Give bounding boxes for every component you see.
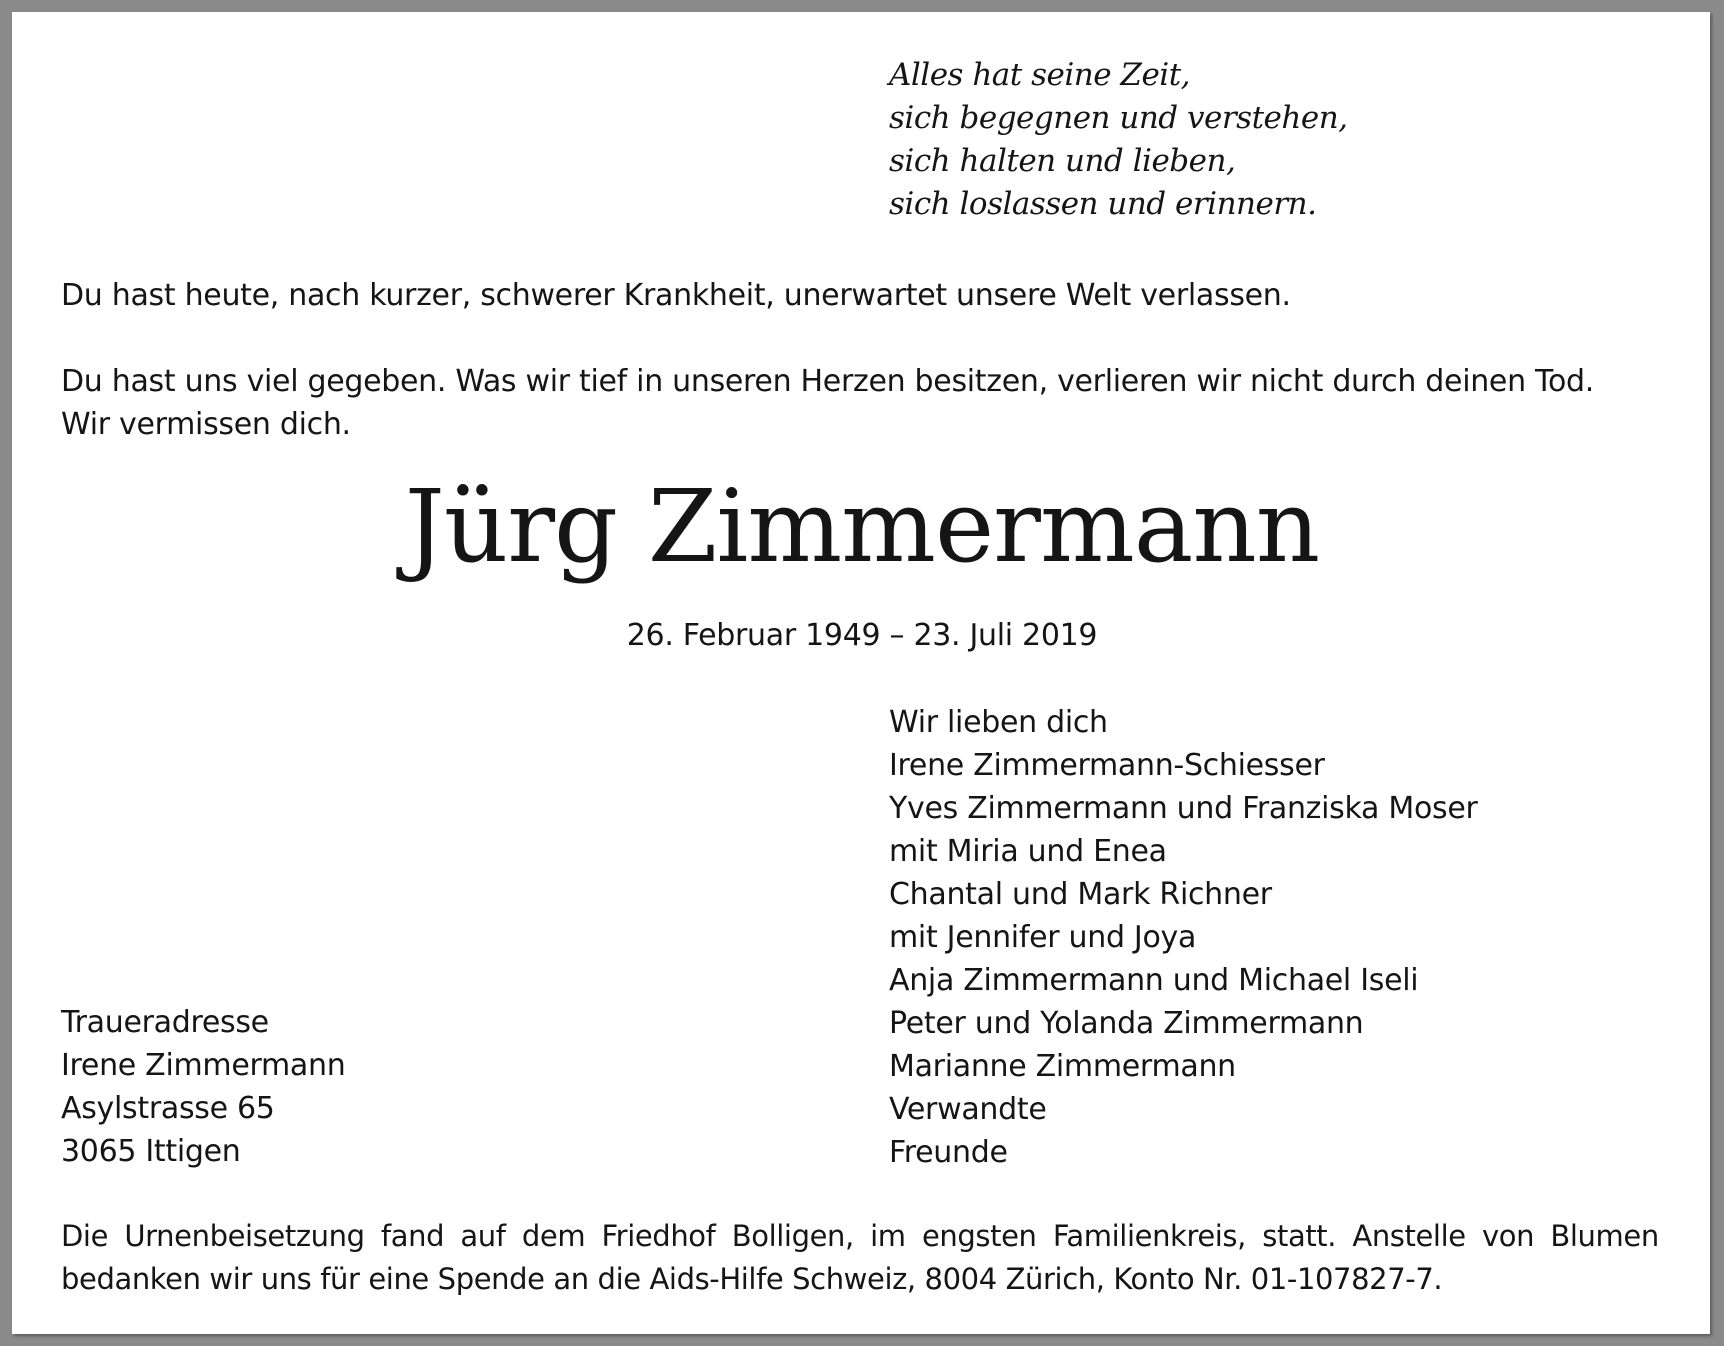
address-line: Asylstrasse 65 [61,1091,275,1126]
mourner-line: Peter und Yolanda Zimmermann [889,1006,1364,1041]
closing-word: Urnenbeisetzung [124,1219,365,1253]
closing-word: auf [460,1219,506,1253]
intro-paragraph: Du hast heute, nach kurzer, schwerer Krankheit, unerwartet unsere Welt verlassen. [61,278,1291,313]
closing-word: Blumen [1550,1219,1659,1253]
closing-line-2: bedanken wir uns für eine Spende an die Aids-Hilfe Schweiz, 8004 Zürich, Konto Nr. 01-107827-7. [61,1262,1443,1296]
tribute-paragraph-line: Wir vermissen dich. [61,407,351,442]
motto-line: sich loslassen und erinnern. [889,186,1317,222]
closing-word: Die [61,1219,109,1253]
closing-word: Bolligen, [731,1219,854,1253]
life-dates: 26. Februar 1949 – 23. Juli 2019 [626,618,1098,653]
closing-word: fand [380,1219,445,1253]
address-heading: Traueradresse [61,1005,269,1040]
mourner-line: Irene Zimmermann-Schiesser [889,748,1325,783]
tribute-paragraph-line: Du hast uns viel gegeben. Was wir tief in unseren Herzen besitzen, verlieren wir nicht durch deinen Tod. [61,364,1595,399]
deceased-name: Jürg Zimmermann [404,468,1320,585]
mourner-line: Freunde [889,1135,1008,1170]
address-line: Irene Zimmermann [61,1048,346,1083]
closing-word: von [1482,1219,1535,1253]
closing-word: Familienkreis, [1052,1219,1246,1253]
mourners-list [889,701,1478,1174]
motto-verse [889,54,1348,226]
closing-word: Friedhof [601,1219,716,1253]
mourner-line: Chantal und Mark Richner [889,877,1272,912]
closing-word: engsten [921,1219,1037,1253]
obituary-page [12,12,1710,1334]
mourner-line: Verwandte [889,1092,1047,1127]
mourner-line: Anja Zimmermann und Michael Iseli [889,963,1419,998]
closing-paragraph [61,1215,1659,1301]
address-line: 3065 Ittigen [61,1134,241,1169]
motto-line: sich halten und lieben, [889,143,1236,179]
closing-word: dem [521,1219,586,1253]
closing-word: im [870,1219,906,1253]
mourning-address [61,1001,345,1173]
mourner-line: mit Jennifer und Joya [889,920,1197,955]
mourner-line: Yves Zimmermann und Franziska Moser [889,791,1478,826]
motto-line: sich begegnen und verstehen, [889,100,1348,136]
closing-word: Anstelle [1352,1219,1466,1253]
mourner-line: Marianne Zimmermann [889,1049,1236,1084]
motto-line: Alles hat seine Zeit, [889,57,1191,93]
closing-word: statt. [1262,1219,1337,1253]
mourner-line: Wir lieben dich [889,705,1108,740]
mourner-line: mit Miria und Enea [889,834,1167,869]
closing-line-1 [61,1215,1659,1258]
